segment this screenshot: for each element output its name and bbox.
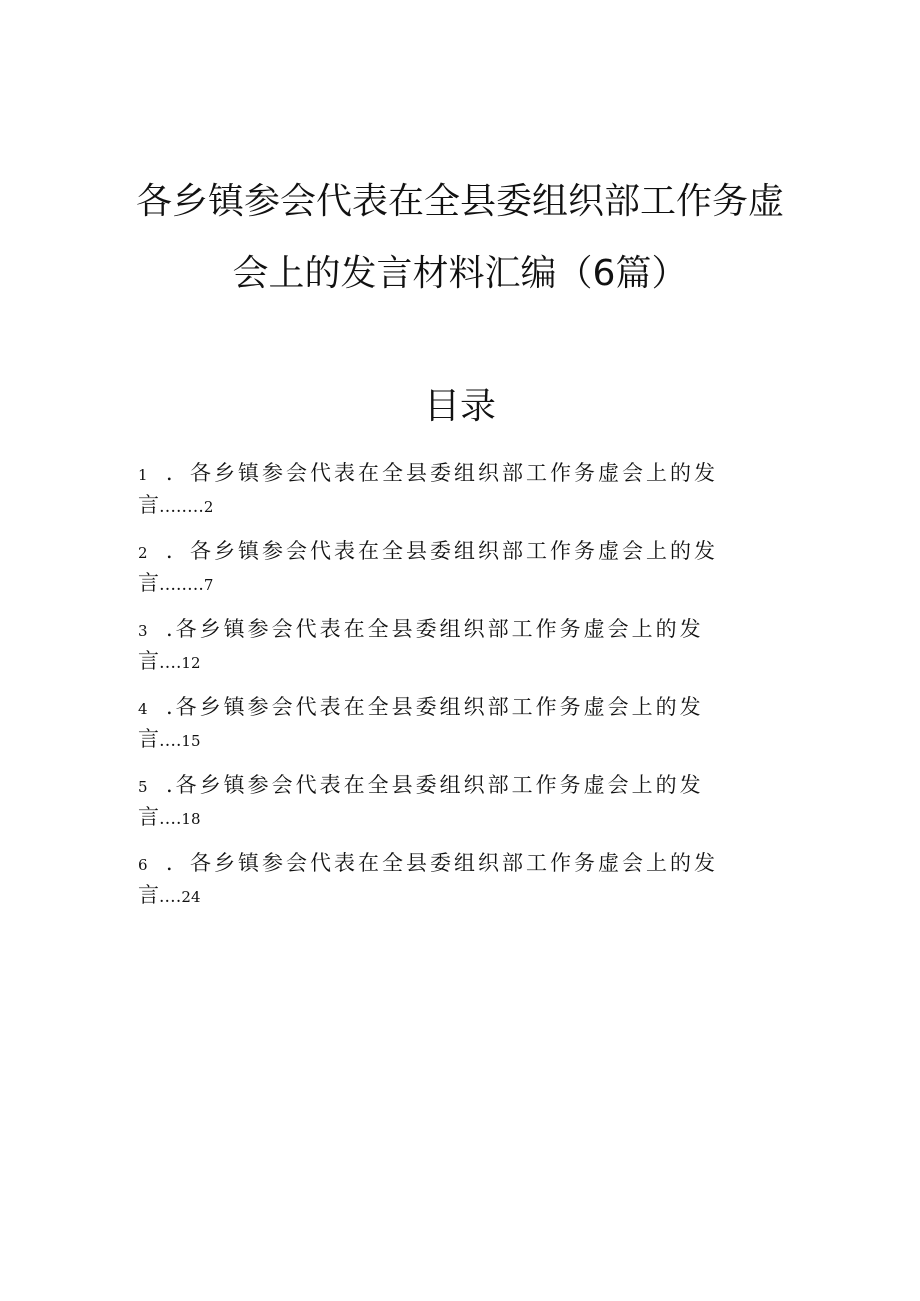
toc-entry-number: 3	[138, 622, 148, 640]
toc-entry-title: ．各乡镇参会代表在全县委组织部工作务虚会上的发	[166, 539, 718, 563]
toc-entry-number: 5	[138, 778, 148, 796]
toc-entry-leader: ….….	[159, 575, 204, 595]
document-title-line-1: 各乡镇参会代表在全县委组织部工作务虚	[135, 181, 784, 222]
toc-entry-title: ．各乡镇参会代表在全县委组织部工作务虚会上的发	[166, 851, 718, 875]
toc-entry-leader: ….	[159, 809, 182, 829]
toc-entry[interactable]	[138, 846, 758, 924]
toc-entry[interactable]	[138, 534, 758, 612]
toc-entry-title-continuation: 言	[138, 883, 159, 907]
toc-entry[interactable]	[138, 456, 758, 534]
document-title-line-2: 会上的发言材料汇编（6篇）	[232, 253, 688, 294]
toc-entry-page-number: 24	[181, 888, 201, 906]
toc-entry-number: 1	[138, 466, 148, 484]
toc-entry[interactable]	[138, 768, 758, 846]
toc-entry-leader: ….….	[159, 497, 204, 517]
toc-entry-title-continuation: 言	[138, 727, 159, 751]
toc-entry-title-continuation: 言	[138, 571, 159, 595]
toc-entry-leader: ….	[159, 731, 182, 751]
toc-entry-title: .各乡镇参会代表在全县委组织部工作务虚会上的发	[166, 617, 704, 641]
toc-entry-page-number: 2	[203, 498, 214, 516]
toc-entry-number: 4	[138, 700, 148, 718]
toc-entry-number: 2	[138, 544, 148, 562]
toc-heading: 目录	[423, 386, 496, 427]
toc-entry-number: 6	[138, 856, 148, 874]
toc-entry-title-continuation: 言	[138, 649, 159, 673]
toc-entry-title-continuation: 言	[138, 805, 159, 829]
toc-entry[interactable]	[138, 690, 758, 768]
toc-entry-page-number: 12	[181, 654, 201, 672]
toc-entry[interactable]	[138, 612, 758, 690]
toc-entry-page-number: 7	[203, 576, 214, 594]
toc-entry-page-number: 15	[181, 732, 201, 750]
toc-entry-title: ．各乡镇参会代表在全县委组织部工作务虚会上的发	[166, 461, 718, 485]
toc-entry-page-number: 18	[181, 810, 201, 828]
toc-entry-title: .各乡镇参会代表在全县委组织部工作务虚会上的发	[166, 695, 704, 719]
table-of-contents	[138, 456, 758, 924]
toc-entry-title-continuation: 言	[138, 493, 159, 517]
toc-entry-title: .各乡镇参会代表在全县委组织部工作务虚会上的发	[166, 773, 704, 797]
toc-entry-leader: .…	[159, 887, 182, 907]
toc-entry-leader: ….	[159, 653, 182, 673]
